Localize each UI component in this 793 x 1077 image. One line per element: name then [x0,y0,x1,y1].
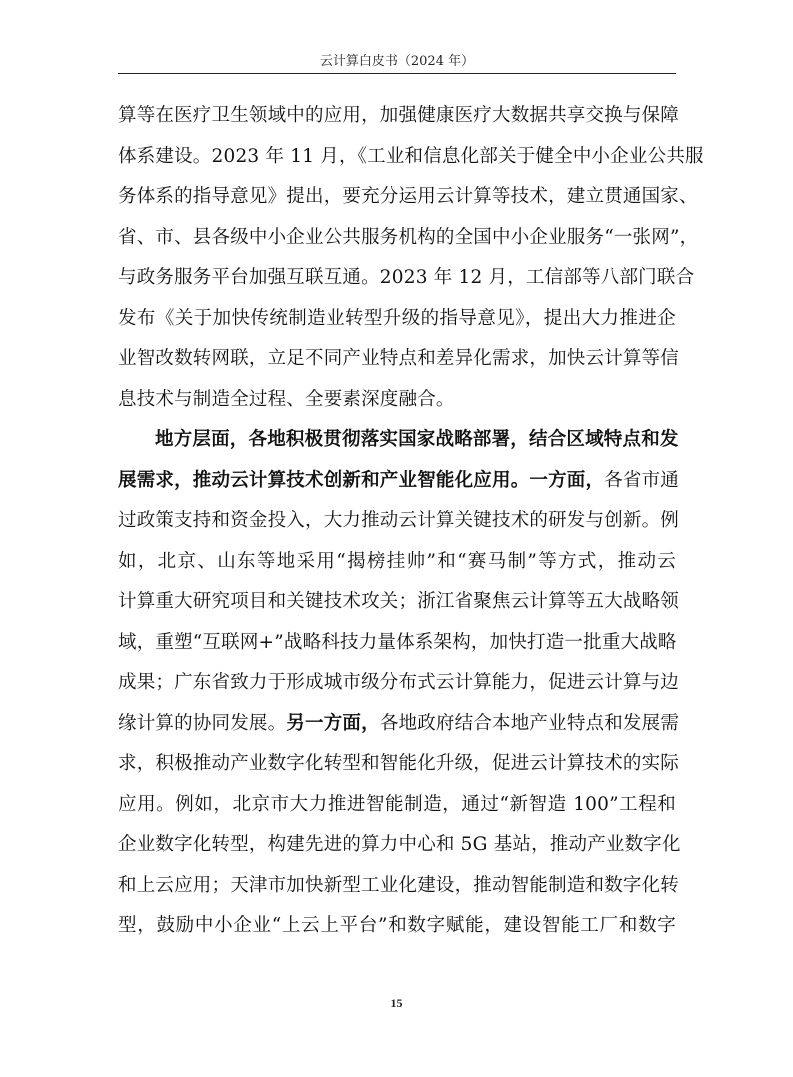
bold-heading-line: 地方层面，各地积极贯彻落实国家战略部署，结合区域特点和发 [155,429,679,450]
bold-lead-text: 展需求，推动云计算技术创新和产业智能化应用。一方面， [118,469,605,491]
paragraph-local-level [118,420,681,947]
text-line: 计算重大研究项目和关键技术攻关；浙江省聚焦云计算等五大战略领 [118,591,680,612]
header-divider [118,73,676,74]
text-line: 算等在医疗卫生领域中的应用，加强健康医疗大数据共享交换与保障 [118,105,680,126]
page-number: 15 [390,996,403,1010]
text-line: 型，鼓励中小企业“上云上平台”和数字赋能，建设智能工厂和数字 [118,915,676,936]
text-line: 求，积极推动产业数字化转型和智能化升级，促进云计算技术的实际 [118,753,680,774]
paragraph-policy [118,96,704,420]
text-line: 发布《关于加快传统制造业转型升级的指导意见》，提出大力推进企 [118,307,676,329]
text-line: 如，北京、山东等地采用“揭榜挂帅”和“赛马制”等方式，推动云 [118,550,676,572]
text-line: 业智改数转网联，立足不同产业特点和差异化需求，加快云计算等信 [118,348,680,369]
text-line: 与政务服务平台加强互联互通。2023 年 12 月，工信部等八部门联合 [118,267,695,288]
text-line: 息技术与制造全过程、全要素深度融合。 [118,388,455,410]
text-line [118,461,680,502]
text-line: 体系建设。2023 年 11 月，《工业和信息化部关于健全中小企业公共服 [118,145,704,167]
text-run: 各省市通 [604,469,680,491]
text-run: 各地政府结合本地产业特点和发展需 [379,712,680,734]
text-line: 务体系的指导意见》提出，要充分运用云计算等技术，建立贯通国家、 [118,186,698,207]
page-header: 云计算白皮书（2024 年） [319,54,475,69]
bold-lead-text: 另一方面， [286,712,380,734]
text-line: 省、市、县各级中小企业公共服务机构的全国中小企业服务“一张网”， [118,226,699,248]
text-line: 和上云应用；天津市加快新型工业化建设，推动智能制造和数字化转 [118,874,680,896]
text-run: 缘计算的协同发展。 [118,712,287,734]
text-line: 企业数字化转型，构建先进的算力中心和 5G 基站，推动产业数字化 [118,834,681,855]
text-line: 成果；广东省致力于形成城市级分布式云计算能力，促进云计算与边 [118,672,680,693]
text-line [118,704,680,745]
body-text [118,96,704,947]
text-line: 过政策支持和资金投入，大力推动云计算关键技术的研发与创新。例 [118,510,680,531]
text-line: 应用。例如，北京市大力推进智能制造，通过“新智造 100”工程和 [118,793,676,815]
text-line: 域，重塑“互联网+”战略科技力量体系架构，加快打造一批重大战略 [118,631,677,653]
